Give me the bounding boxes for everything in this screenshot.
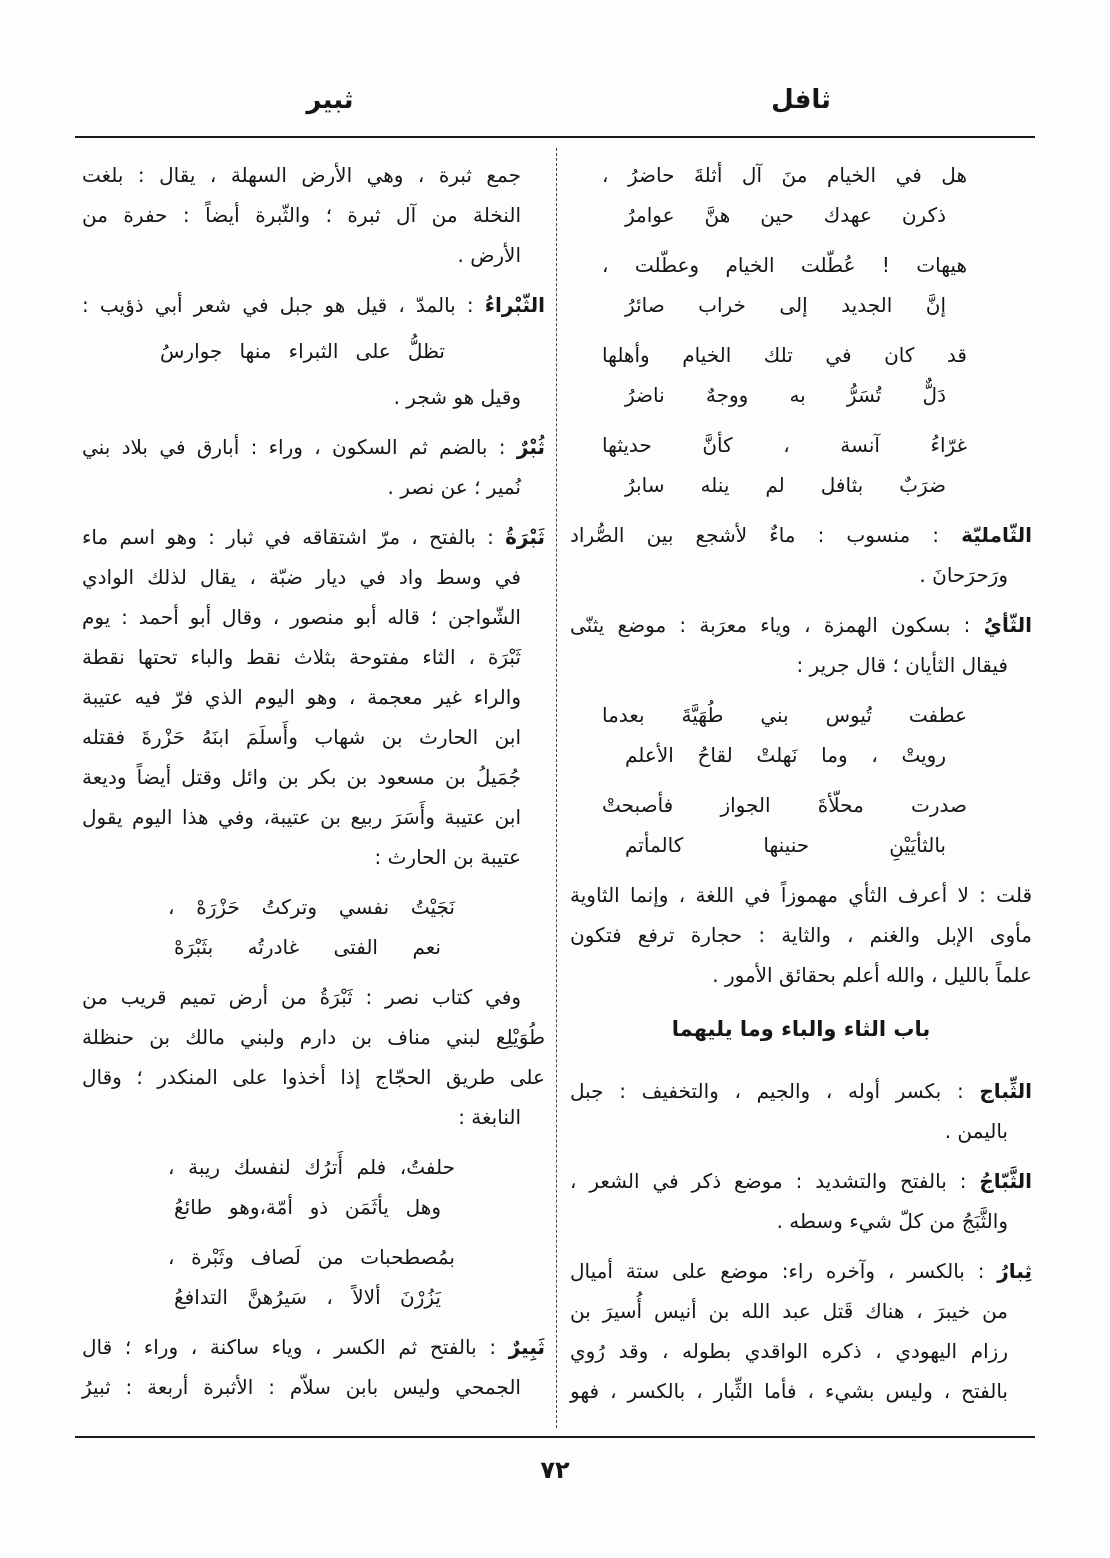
text-line <box>82 285 545 325</box>
text-line: وفي كتاب نصر : ثَبْرَةُ من أرض تميم قريب من <box>82 985 521 1009</box>
entry-headword: ثُبْرٌ <box>516 435 545 459</box>
text-line: ثَبْرَة ، الثاء مفتوحة بثلاث نقط والباء تحتها نقطة <box>82 645 521 669</box>
poem <box>82 887 545 967</box>
footer-rule <box>75 1436 1035 1438</box>
verse-line: دَلٌّ تُسَرُّ به ووجهٌ ناضرُ <box>625 383 946 407</box>
text-line: ورَحرَحانَ . <box>919 563 1008 587</box>
verse-line: بالثأيَيْنِ حنينها كالمأتم <box>625 833 946 857</box>
entry-text: : بالضم ثم السكون ، وراء : أبارق في بلاد بني <box>82 435 506 459</box>
text-line: الأرض . <box>457 243 521 267</box>
text-line: مأوى الإبل والغنم ، والثاية : حجارة ترفع فتكون <box>570 923 1032 947</box>
text-line <box>570 515 1032 555</box>
text-line: النابغة : <box>458 1105 521 1129</box>
entry <box>570 605 1032 685</box>
text-line: وقيل هو شجر . <box>393 385 521 409</box>
entry-headword: ثَبِيرٌ <box>508 1335 545 1359</box>
continued-paragraph <box>82 155 545 275</box>
verse-line: إنَّ الجديد إلى خراب صائرُ <box>625 293 946 317</box>
running-header-right: ثافل <box>771 85 831 115</box>
entry-headword: الثّامليّة <box>961 523 1032 547</box>
entry-headword: الثِّباج <box>979 1079 1033 1103</box>
text-line <box>82 1327 545 1367</box>
text-line <box>570 605 1032 645</box>
entry <box>82 517 545 877</box>
poem <box>82 1147 545 1317</box>
continued-paragraph <box>82 377 545 417</box>
poem <box>570 155 1032 505</box>
text-line: الجمحي وليس بابن سلاّم : الأثبرة أربعة : ثبيرُ <box>82 1375 521 1399</box>
text-line: الشّواجن ؛ قاله أبو منصور ، وقال أبو أحمد : يوم <box>82 605 521 629</box>
section-heading: باب الثاء والباء وما يليهما <box>671 1017 931 1041</box>
poem <box>82 331 545 371</box>
entry-headword: الثَّبّاجُ <box>979 1169 1033 1193</box>
entry <box>570 1071 1032 1151</box>
verse-line: ضرَبٌ بثافل لم ينله سابرُ <box>625 473 946 497</box>
entry-text: : بالفتح ، مرّ اشتقاقه في ثبار : وهو اسم ماء <box>82 525 494 549</box>
verse-line: غرّاءُ آنسة ، كأنَّ حديثها <box>602 433 967 457</box>
text-line: نُمير ؛ عن نصر . <box>387 475 521 499</box>
text-line: بالفتح ، وليس بشيء ، فأما الثِّبار ، بالكسر ، فهو <box>570 1379 1008 1403</box>
verse-couplet <box>570 785 1032 865</box>
verse-line: تظلُّ على الثبراء منها جوارسُ <box>160 339 445 363</box>
text-line: ابن عتيبة وأَسَرَ ربيع بن عتيبة، وفي هذا اليوم يقول <box>82 805 521 829</box>
left-column <box>82 155 545 1417</box>
entry <box>570 1161 1032 1241</box>
entry-headword: الثّبْراءُ <box>484 293 545 317</box>
verse-line: نعم الفتى غادرتُه بثَبْرَهْ <box>174 935 441 959</box>
verse-line: صدرت محلّأةَ الجواز فأصبحتْ <box>602 793 967 817</box>
text-line: قلت : لا أعرف الثأي مهموزاً في اللغة ، وإنما الثاوية <box>570 883 1032 907</box>
entry-headword: ثِبارُ <box>997 1259 1032 1283</box>
text-line: في وسط واد في ديار ضبّة ، يقال لذلك الوادي <box>82 565 521 589</box>
verse-line: بمُصطحبات من لَصاف وثَبْرة ، <box>168 1245 455 1269</box>
verse-couplet <box>570 245 1032 325</box>
text-line: ابن الحارث بن شهاب وأَسلَمَ ابنَهُ حَزْرةَ فقتله <box>82 725 521 749</box>
verse-line: عطفت تُيوس بني طُهَيَّةَ بعدما <box>602 703 967 727</box>
text-line <box>82 517 545 557</box>
text-line: والثَّبَجُ من كلّ شيء وسطه . <box>776 1209 1008 1233</box>
verse-couplet <box>570 335 1032 415</box>
text-line <box>570 1251 1032 1291</box>
entry <box>82 1327 545 1407</box>
verse-couplet <box>82 1237 545 1317</box>
entry-text: : بالفتح ثم الكسر ، وياء ساكنة ، وراء ؛ قال <box>82 1335 497 1359</box>
verse-line: هيهات ! عُطّلت الخيام وعطّلت ، <box>602 253 967 277</box>
verse-line: نَجَيْتُ نفسي وتركتُ حَزْرَهْ ، <box>168 895 455 919</box>
text-line: والراء غير معجمة ، وهو اليوم الذي فرّ فيه عتيبة <box>82 685 521 709</box>
text-line: على طريق الحجّاج إذا أخذوا على المنكدر ؛ وقال <box>82 1065 545 1089</box>
text-line: باليمن . <box>944 1119 1008 1143</box>
text-line <box>570 1071 1032 1111</box>
verse-couplet <box>82 1147 545 1227</box>
entry-text: : بالكسر ، وآخره راء: موضع على ستة أميال <box>570 1259 985 1283</box>
continued-paragraph <box>82 977 545 1137</box>
text-line <box>82 427 545 467</box>
entry <box>570 515 1032 595</box>
entry-text: : بسكون الهمزة ، وياء معرَبة : موضع يثنّى <box>570 613 971 637</box>
verse-line: ذكرن عهدك حين هنَّ عوامرُ <box>625 203 946 227</box>
entry-text: : منسوب : ماءٌ لأشجع بين الصُّراد <box>570 523 940 547</box>
verse-line: رويتْ ، وما نَهلتْ لقاحُ الأعلم <box>625 743 946 767</box>
verse-couplet <box>570 695 1032 775</box>
entry <box>570 1251 1032 1411</box>
verse-line: يَزُرْنَ ألالاً ، سَيرُهنَّ التدافعُ <box>174 1285 441 1309</box>
verse-couplet <box>570 425 1032 505</box>
right-column <box>570 155 1032 1421</box>
entry-text: : بكسر أوله ، والجيم ، والتخفيف : جبل <box>570 1079 964 1103</box>
verse-couplet <box>570 155 1032 235</box>
verse-line: وهل يأثَمَن ذو أمّة،وهو طائعُ <box>174 1195 441 1219</box>
running-header-left: ثبير <box>306 85 354 115</box>
text-line: جُمَيلُ بن مسعود بن بكر بن وائل وقتل أيضاً وديعة <box>82 765 521 789</box>
entry <box>82 285 545 325</box>
text-line: فيقال الثأيان ؛ قال جرير : <box>796 653 1008 677</box>
text-line: طُوَيْلِع لبني مناف بن دارم ولبني مالك بن حنظلة <box>82 1025 545 1049</box>
text-line <box>570 1161 1032 1201</box>
entry-text: : بالمدّ ، قيل هو جبل في شعر أبي ذؤيب : <box>82 293 474 317</box>
entry-headword: الثّأيُ <box>983 613 1032 637</box>
page-number: ٧٢ <box>540 1456 570 1484</box>
entry-headword: ثَبْرَةُ <box>505 525 546 549</box>
text-line: عتيبة بن الحارث : <box>374 845 521 869</box>
text-line: رزام اليهودي ، ذكره الواقدي بطوله ، وقد رُوي <box>570 1339 1008 1363</box>
poem <box>570 695 1032 865</box>
column-divider <box>556 148 557 1428</box>
verse-couplet <box>82 887 545 967</box>
verse-line: قد كان في تلك الخيام وأهلها <box>602 343 967 367</box>
header-rule <box>75 136 1035 138</box>
text-line: جمع ثبرة ، وهي الأرض السهلة ، يقال : بلغت <box>82 163 521 187</box>
text-line: علماً بالليل ، والله أعلم بحقائق الأمور . <box>712 963 1032 987</box>
text-line: من خيبرَ ، هناك قَتل عبد الله بن أنيس أُسيرَ بن <box>570 1299 1008 1323</box>
verse-line: حلفتُ، فلم أَترُك لنفسك ريبة ، <box>168 1155 455 1179</box>
note-paragraph <box>570 875 1032 995</box>
entry-text: : بالفتح والتشديد : موضع ذكر في الشعر ، <box>570 1169 967 1193</box>
text-line: النخلة من آل ثبرة ؛ والثّبرة أيضاً : حفرة من <box>82 203 521 227</box>
entry <box>82 427 545 507</box>
verse-line: هل في الخيام منَ آل أثلةَ حاضرُ ، <box>602 163 967 187</box>
